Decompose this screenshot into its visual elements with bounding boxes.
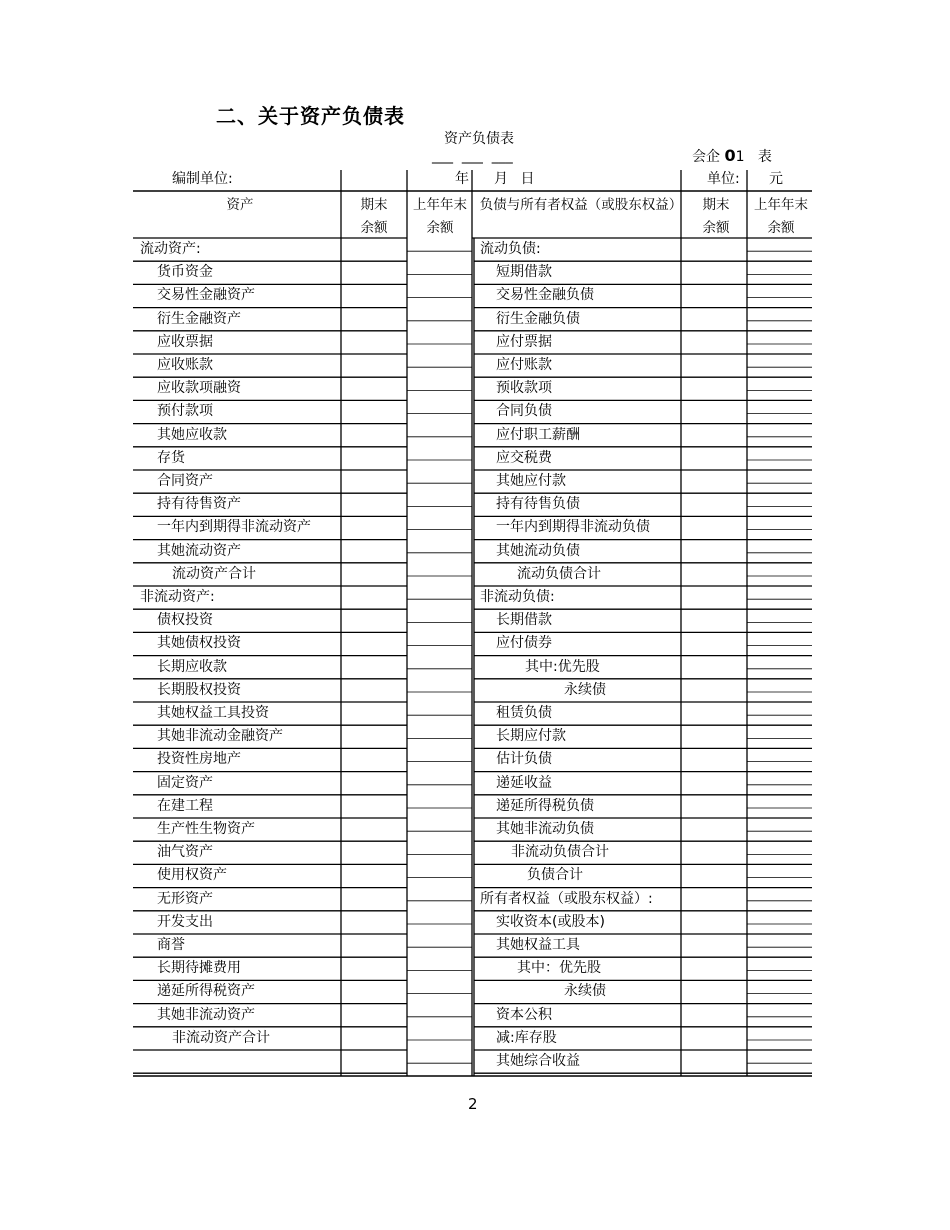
asset-row-label: 无形资产 [157, 890, 213, 907]
liability-row-label: 资本公积 [496, 1006, 552, 1023]
asset-row-label: 其她非流动金融资产 [157, 728, 283, 745]
col-prev-balance-r1: 上年年末 [754, 197, 808, 213]
liability-row-label: 应付票据 [496, 333, 552, 350]
liability-row-label: 其中:优先股 [525, 658, 600, 675]
month-day-label: 月 日 [494, 171, 535, 187]
liability-row-label: 估计负债 [496, 751, 552, 768]
liability-row-label: 一年内到期得非流动负债 [496, 519, 650, 536]
asset-row-label: 投资性房地产 [157, 751, 241, 768]
asset-row-label: 应收票据 [157, 333, 213, 350]
asset-row-label: 预付款项 [157, 403, 213, 420]
liability-row-label: 非流动负债合计 [511, 844, 609, 861]
form-code-prefix: 会企 [692, 149, 720, 165]
asset-row-label: 长期股权投资 [157, 681, 241, 698]
liability-row-label: 负债合计 [527, 867, 583, 884]
liability-row-label: 其她非流动负债 [496, 821, 594, 837]
liability-row-label: 衍生金融负债 [496, 310, 580, 327]
col-prev-balance-2: 余额 [426, 220, 454, 236]
col-end-balance-r2: 余额 [702, 220, 730, 236]
col-end-balance-1: 期末 [360, 197, 388, 213]
asset-row-label: 其她应收款 [157, 426, 227, 443]
liability-row-label: 永续债 [564, 983, 606, 1000]
asset-row-label: 货币资金 [157, 264, 213, 281]
asset-row-label: 持有待售资产 [157, 496, 241, 513]
year-label: 年 [455, 171, 469, 187]
liability-row-label: 预收款项 [496, 380, 552, 397]
asset-row-label: 流动资产: [140, 241, 201, 257]
asset-row-label: 商誉 [157, 937, 185, 953]
asset-row-label: 递延所得税资产 [157, 983, 255, 1000]
col-assets: 资产 [226, 197, 254, 213]
asset-row-label: 使用权资产 [157, 867, 227, 884]
liability-row-label: 所有者权益（或股东权益）: [480, 890, 653, 907]
liability-row-label: 应交税费 [496, 449, 552, 466]
asset-row-label: 生产性生物资产 [157, 821, 255, 837]
asset-row-label: 流动资产合计 [172, 565, 256, 582]
liability-row-label: 短期借款 [496, 264, 552, 281]
asset-row-label: 其她非流动资产 [157, 1006, 255, 1023]
col-prev-balance-1: 上年年末 [413, 197, 467, 213]
liability-row-label: 其中：优先股 [517, 960, 601, 977]
liability-row-label: 持有待售负债 [496, 496, 580, 513]
liability-row-label: 其她综合收益 [496, 1053, 580, 1069]
liability-row-label: 其她权益工具 [496, 937, 580, 953]
form-code-num-bold: 0 [724, 146, 736, 165]
asset-row-label: 一年内到期得非流动资产 [157, 519, 311, 536]
liability-row-label: 应付职工薪酬 [496, 426, 580, 443]
asset-row-label: 固定资产 [157, 774, 213, 791]
liability-row-label: 应付债券 [496, 635, 552, 652]
compiler-label: 编制单位: [172, 171, 233, 187]
liability-row-label: 递延收益 [496, 774, 552, 791]
liability-row-label: 流动负债合计 [517, 565, 601, 582]
liability-row-label: 递延所得税负债 [496, 797, 594, 814]
asset-row-label: 长期应收款 [157, 658, 227, 675]
asset-row-label: 非流动资产合计 [172, 1029, 270, 1046]
unit-value: 元 [769, 171, 783, 187]
asset-row-label: 开发支出 [157, 913, 213, 930]
section-title: 二、关于资产负债表 [216, 104, 405, 128]
liability-row-label: 交易性金融负债 [496, 287, 594, 304]
liability-row-label: 实收资本(或股本) [496, 913, 605, 930]
form-code-num-rest: 1 [735, 149, 745, 165]
asset-row-label: 交易性金融资产 [157, 287, 255, 304]
asset-row-label: 油气资产 [157, 844, 213, 861]
liability-row-label: 流动负债: [480, 241, 541, 257]
liability-row-label: 合同负债 [496, 403, 552, 420]
liability-row-label: 租赁负债 [496, 705, 552, 721]
asset-row-label: 其她权益工具投资 [157, 705, 269, 721]
date-blank-lines: ___ ___ ___ [432, 148, 513, 164]
liability-row-label: 长期借款 [496, 612, 552, 629]
asset-row-label: 其她债权投资 [157, 635, 241, 652]
col-end-balance-r1: 期末 [702, 197, 730, 213]
liability-row-label: 其她流动负债 [496, 542, 580, 559]
asset-row-label: 应收款项融资 [157, 380, 241, 397]
asset-row-label: 在建工程 [157, 797, 213, 814]
asset-row-label: 应收账款 [157, 357, 213, 373]
asset-row-label: 合同资产 [157, 473, 213, 489]
asset-row-label: 存货 [157, 449, 185, 466]
liability-row-label: 非流动负债: [480, 589, 555, 605]
liability-row-label: 其她应付款 [496, 473, 566, 489]
page-number: 2 [468, 1095, 478, 1113]
liability-row-label: 永续债 [564, 681, 606, 698]
form-title: 资产负债表 [444, 131, 514, 147]
asset-row-label: 债权投资 [157, 612, 213, 629]
liability-row-label: 长期应付款 [496, 728, 566, 745]
col-prev-balance-r2: 余额 [767, 220, 795, 236]
asset-row-label: 其她流动资产 [157, 542, 241, 559]
asset-row-label: 衍生金融资产 [157, 310, 241, 327]
asset-row-label: 非流动资产: [140, 589, 215, 605]
asset-row-label: 长期待摊费用 [157, 960, 241, 977]
form-code-suffix: 表 [757, 149, 772, 165]
unit-label: 单位: [707, 171, 740, 187]
liability-row-label: 应付账款 [496, 357, 552, 373]
liability-row-label: 减:库存股 [496, 1029, 557, 1046]
col-end-balance-2: 余额 [360, 220, 388, 236]
col-liabilities: 负债与所有者权益（或股东权益） [479, 197, 683, 213]
